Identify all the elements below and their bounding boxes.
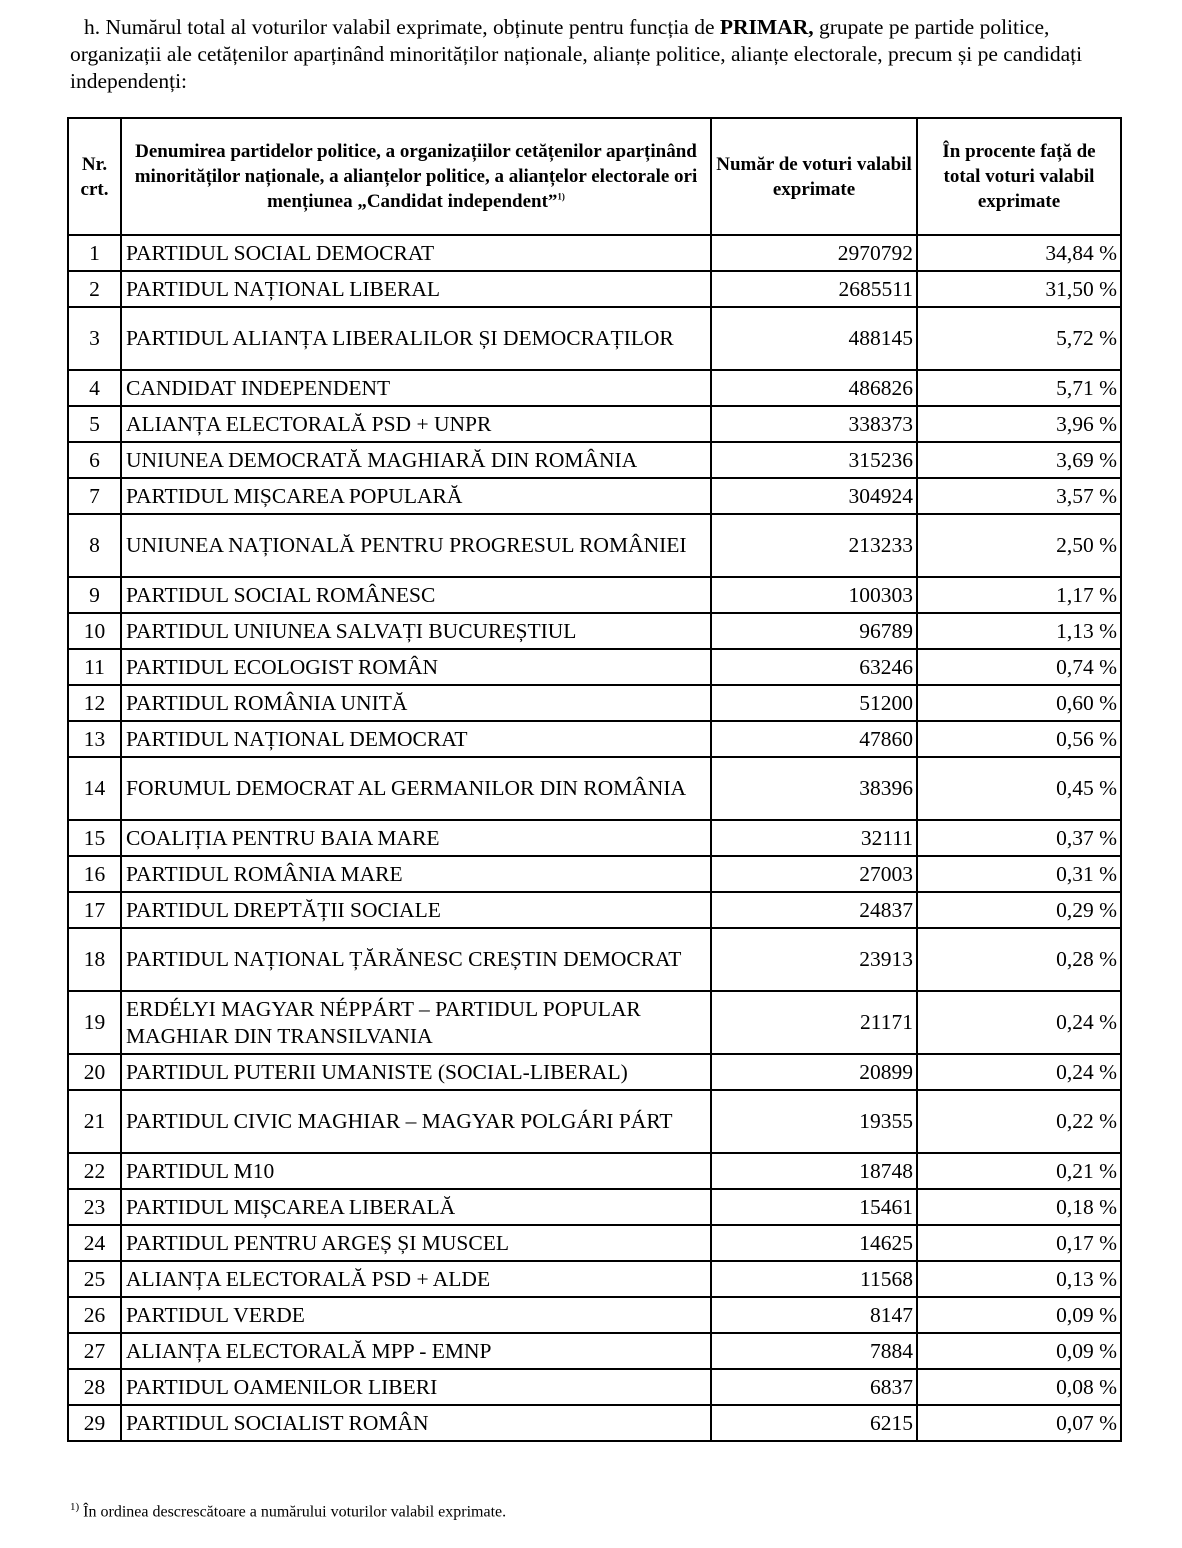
vote-percent: 0,09 % (917, 1297, 1121, 1333)
header-votes: Număr de voturi valabil exprimate (711, 118, 917, 235)
vote-count: 11568 (711, 1261, 917, 1297)
row-number: 7 (68, 478, 121, 514)
party-name: ALIANȚA ELECTORALĂ MPP - EMNP (121, 1333, 711, 1369)
party-name: PARTIDUL MIȘCAREA LIBERALĂ (121, 1189, 711, 1225)
vote-percent: 0,37 % (917, 820, 1121, 856)
vote-percent: 3,57 % (917, 478, 1121, 514)
vote-percent: 0,18 % (917, 1189, 1121, 1225)
party-name: PARTIDUL NAȚIONAL DEMOCRAT (121, 721, 711, 757)
footnote-text: În ordinea descrescătoare a numărului voturilor valabil exprimate. (79, 1503, 507, 1521)
vote-count: 19355 (711, 1090, 917, 1153)
header-nr: Nr. crt. (68, 118, 121, 235)
row-number: 21 (68, 1090, 121, 1153)
row-number: 18 (68, 928, 121, 991)
row-number: 27 (68, 1333, 121, 1369)
table-body (68, 235, 1121, 1441)
row-number: 22 (68, 1153, 121, 1189)
vote-percent: 0,17 % (917, 1225, 1121, 1261)
row-number: 15 (68, 820, 121, 856)
party-name: ERDÉLYI MAGYAR NÉPPÁRT – PARTIDUL POPULAR MAGHIAR DIN TRANSILVANIA (121, 991, 711, 1054)
party-name: UNIUNEA NAȚIONALĂ PENTRU PROGRESUL ROMÂNIEI (121, 514, 711, 577)
row-number: 6 (68, 442, 121, 478)
vote-percent: 0,24 % (917, 1054, 1121, 1090)
table-row (68, 1333, 1121, 1369)
vote-count: 51200 (711, 685, 917, 721)
vote-percent: 0,13 % (917, 1261, 1121, 1297)
vote-count: 20899 (711, 1054, 917, 1090)
header-row (68, 118, 1121, 235)
header-name-text: Denumirea partidelor politice, a organizațiilor cetățenilor aparținând minorităților naționale, a alianțelor politice, a alianțelor electorale ori mențiunea „Candidat independent” (134, 141, 698, 212)
vote-count: 21171 (711, 991, 917, 1054)
party-name: PARTIDUL ALIANȚA LIBERALILOR ȘI DEMOCRAȚILOR (121, 307, 711, 370)
party-name: PARTIDUL ROMÂNIA UNITĂ (121, 685, 711, 721)
party-name: PARTIDUL CIVIC MAGHIAR – MAGYAR POLGÁRI PÁRT (121, 1090, 711, 1153)
table-row (68, 1405, 1121, 1441)
vote-count: 8147 (711, 1297, 917, 1333)
vote-count: 14625 (711, 1225, 917, 1261)
row-number: 14 (68, 757, 121, 820)
table-row (68, 928, 1121, 991)
party-name: PARTIDUL VERDE (121, 1297, 711, 1333)
table-row (68, 892, 1121, 928)
table-row (68, 1225, 1121, 1261)
vote-count: 338373 (711, 406, 917, 442)
vote-percent: 31,50 % (917, 271, 1121, 307)
vote-count: 32111 (711, 820, 917, 856)
vote-count: 27003 (711, 856, 917, 892)
footnote (70, 1497, 506, 1522)
table-row (68, 235, 1121, 271)
header-name (121, 118, 711, 235)
table-row (68, 1297, 1121, 1333)
table-row (68, 442, 1121, 478)
party-name: PARTIDUL DREPTĂȚII SOCIALE (121, 892, 711, 928)
row-number: 28 (68, 1369, 121, 1405)
party-name: PARTIDUL OAMENILOR LIBERI (121, 1369, 711, 1405)
vote-percent: 0,31 % (917, 856, 1121, 892)
party-name: UNIUNEA DEMOCRATĂ MAGHIARĂ DIN ROMÂNIA (121, 442, 711, 478)
table-row (68, 514, 1121, 577)
row-number: 29 (68, 1405, 121, 1441)
vote-count: 15461 (711, 1189, 917, 1225)
party-name: PARTIDUL MIȘCAREA POPULARĂ (121, 478, 711, 514)
row-number: 1 (68, 235, 121, 271)
table-row (68, 1090, 1121, 1153)
vote-percent: 0,21 % (917, 1153, 1121, 1189)
table-row (68, 1261, 1121, 1297)
party-name: ALIANȚA ELECTORALĂ PSD + UNPR (121, 406, 711, 442)
intro-suffix: grupate pe partide politice, organizații ale cetățenilor aparținând minorităților naționale, alianțe politice, alianțe electorale, precum și pe candidați independenți: (70, 15, 1083, 93)
table-row (68, 271, 1121, 307)
row-number: 13 (68, 721, 121, 757)
vote-percent: 0,07 % (917, 1405, 1121, 1441)
party-name: CANDIDAT INDEPENDENT (121, 370, 711, 406)
vote-percent: 1,17 % (917, 577, 1121, 613)
table-row (68, 1369, 1121, 1405)
row-number: 10 (68, 613, 121, 649)
table-row (68, 370, 1121, 406)
table-row (68, 721, 1121, 757)
vote-count: 18748 (711, 1153, 917, 1189)
header-name-footnote-marker: 1) (557, 191, 565, 202)
vote-count: 96789 (711, 613, 917, 649)
vote-percent: 3,96 % (917, 406, 1121, 442)
vote-count: 7884 (711, 1333, 917, 1369)
vote-count: 213233 (711, 514, 917, 577)
footnote-marker: 1) (70, 1501, 80, 1513)
table-row (68, 613, 1121, 649)
vote-count: 24837 (711, 892, 917, 928)
vote-percent: 0,09 % (917, 1333, 1121, 1369)
row-number: 20 (68, 1054, 121, 1090)
party-name: PARTIDUL NAȚIONAL LIBERAL (121, 271, 711, 307)
vote-percent: 1,13 % (917, 613, 1121, 649)
results-table (67, 117, 1122, 1442)
table-row (68, 820, 1121, 856)
vote-count: 315236 (711, 442, 917, 478)
row-number: 24 (68, 1225, 121, 1261)
row-number: 12 (68, 685, 121, 721)
vote-count: 304924 (711, 478, 917, 514)
party-name: PARTIDUL ROMÂNIA MARE (121, 856, 711, 892)
vote-count: 23913 (711, 928, 917, 991)
vote-count: 2685511 (711, 271, 917, 307)
vote-percent: 2,50 % (917, 514, 1121, 577)
vote-percent: 5,71 % (917, 370, 1121, 406)
table-row (68, 991, 1121, 1054)
vote-count: 6837 (711, 1369, 917, 1405)
table-row (68, 478, 1121, 514)
vote-count: 6215 (711, 1405, 917, 1441)
table-row (68, 649, 1121, 685)
vote-count: 486826 (711, 370, 917, 406)
vote-percent: 5,72 % (917, 307, 1121, 370)
vote-count: 47860 (711, 721, 917, 757)
party-name: ALIANȚA ELECTORALĂ PSD + ALDE (121, 1261, 711, 1297)
vote-percent: 0,56 % (917, 721, 1121, 757)
vote-percent: 0,24 % (917, 991, 1121, 1054)
row-number: 11 (68, 649, 121, 685)
party-name: PARTIDUL SOCIAL ROMÂNESC (121, 577, 711, 613)
vote-count: 100303 (711, 577, 917, 613)
row-number: 2 (68, 271, 121, 307)
table-row (68, 406, 1121, 442)
row-number: 8 (68, 514, 121, 577)
vote-percent: 0,28 % (917, 928, 1121, 991)
row-number: 17 (68, 892, 121, 928)
vote-percent: 34,84 % (917, 235, 1121, 271)
intro-paragraph (70, 14, 1120, 95)
table-row (68, 1153, 1121, 1189)
vote-percent: 0,22 % (917, 1090, 1121, 1153)
row-number: 16 (68, 856, 121, 892)
vote-percent: 3,69 % (917, 442, 1121, 478)
vote-count: 2970792 (711, 235, 917, 271)
intro-bold-function: PRIMAR, (719, 15, 814, 39)
vote-percent: 0,74 % (917, 649, 1121, 685)
row-number: 19 (68, 991, 121, 1054)
table-row (68, 307, 1121, 370)
party-name: COALIȚIA PENTRU BAIA MARE (121, 820, 711, 856)
party-name: PARTIDUL M10 (121, 1153, 711, 1189)
row-number: 3 (68, 307, 121, 370)
table-row (68, 757, 1121, 820)
header-percent: În procente față de total voturi valabil exprimate (917, 118, 1121, 235)
party-name: PARTIDUL SOCIAL DEMOCRAT (121, 235, 711, 271)
row-number: 25 (68, 1261, 121, 1297)
table-row (68, 856, 1121, 892)
row-number: 4 (68, 370, 121, 406)
table-row (68, 1054, 1121, 1090)
vote-percent: 0,29 % (917, 892, 1121, 928)
table-row (68, 685, 1121, 721)
row-number: 9 (68, 577, 121, 613)
vote-count: 63246 (711, 649, 917, 685)
party-name: PARTIDUL SOCIALIST ROMÂN (121, 1405, 711, 1441)
row-number: 5 (68, 406, 121, 442)
vote-count: 488145 (711, 307, 917, 370)
party-name: FORUMUL DEMOCRAT AL GERMANILOR DIN ROMÂNIA (121, 757, 711, 820)
vote-percent: 0,60 % (917, 685, 1121, 721)
party-name: PARTIDUL UNIUNEA SALVAȚI BUCUREȘTIUL (121, 613, 711, 649)
row-number: 26 (68, 1297, 121, 1333)
table-row (68, 577, 1121, 613)
party-name: PARTIDUL NAȚIONAL ȚĂRĂNESC CREȘTIN DEMOCRAT (121, 928, 711, 991)
vote-count: 38396 (711, 757, 917, 820)
vote-percent: 0,08 % (917, 1369, 1121, 1405)
intro-prefix: h. Numărul total al voturilor valabil exprimate, obținute pentru funcția de (84, 15, 720, 39)
party-name: PARTIDUL PENTRU ARGEȘ ȘI MUSCEL (121, 1225, 711, 1261)
party-name: PARTIDUL PUTERII UMANISTE (SOCIAL-LIBERAL) (121, 1054, 711, 1090)
row-number: 23 (68, 1189, 121, 1225)
party-name: PARTIDUL ECOLOGIST ROMÂN (121, 649, 711, 685)
table-row (68, 1189, 1121, 1225)
vote-percent: 0,45 % (917, 757, 1121, 820)
